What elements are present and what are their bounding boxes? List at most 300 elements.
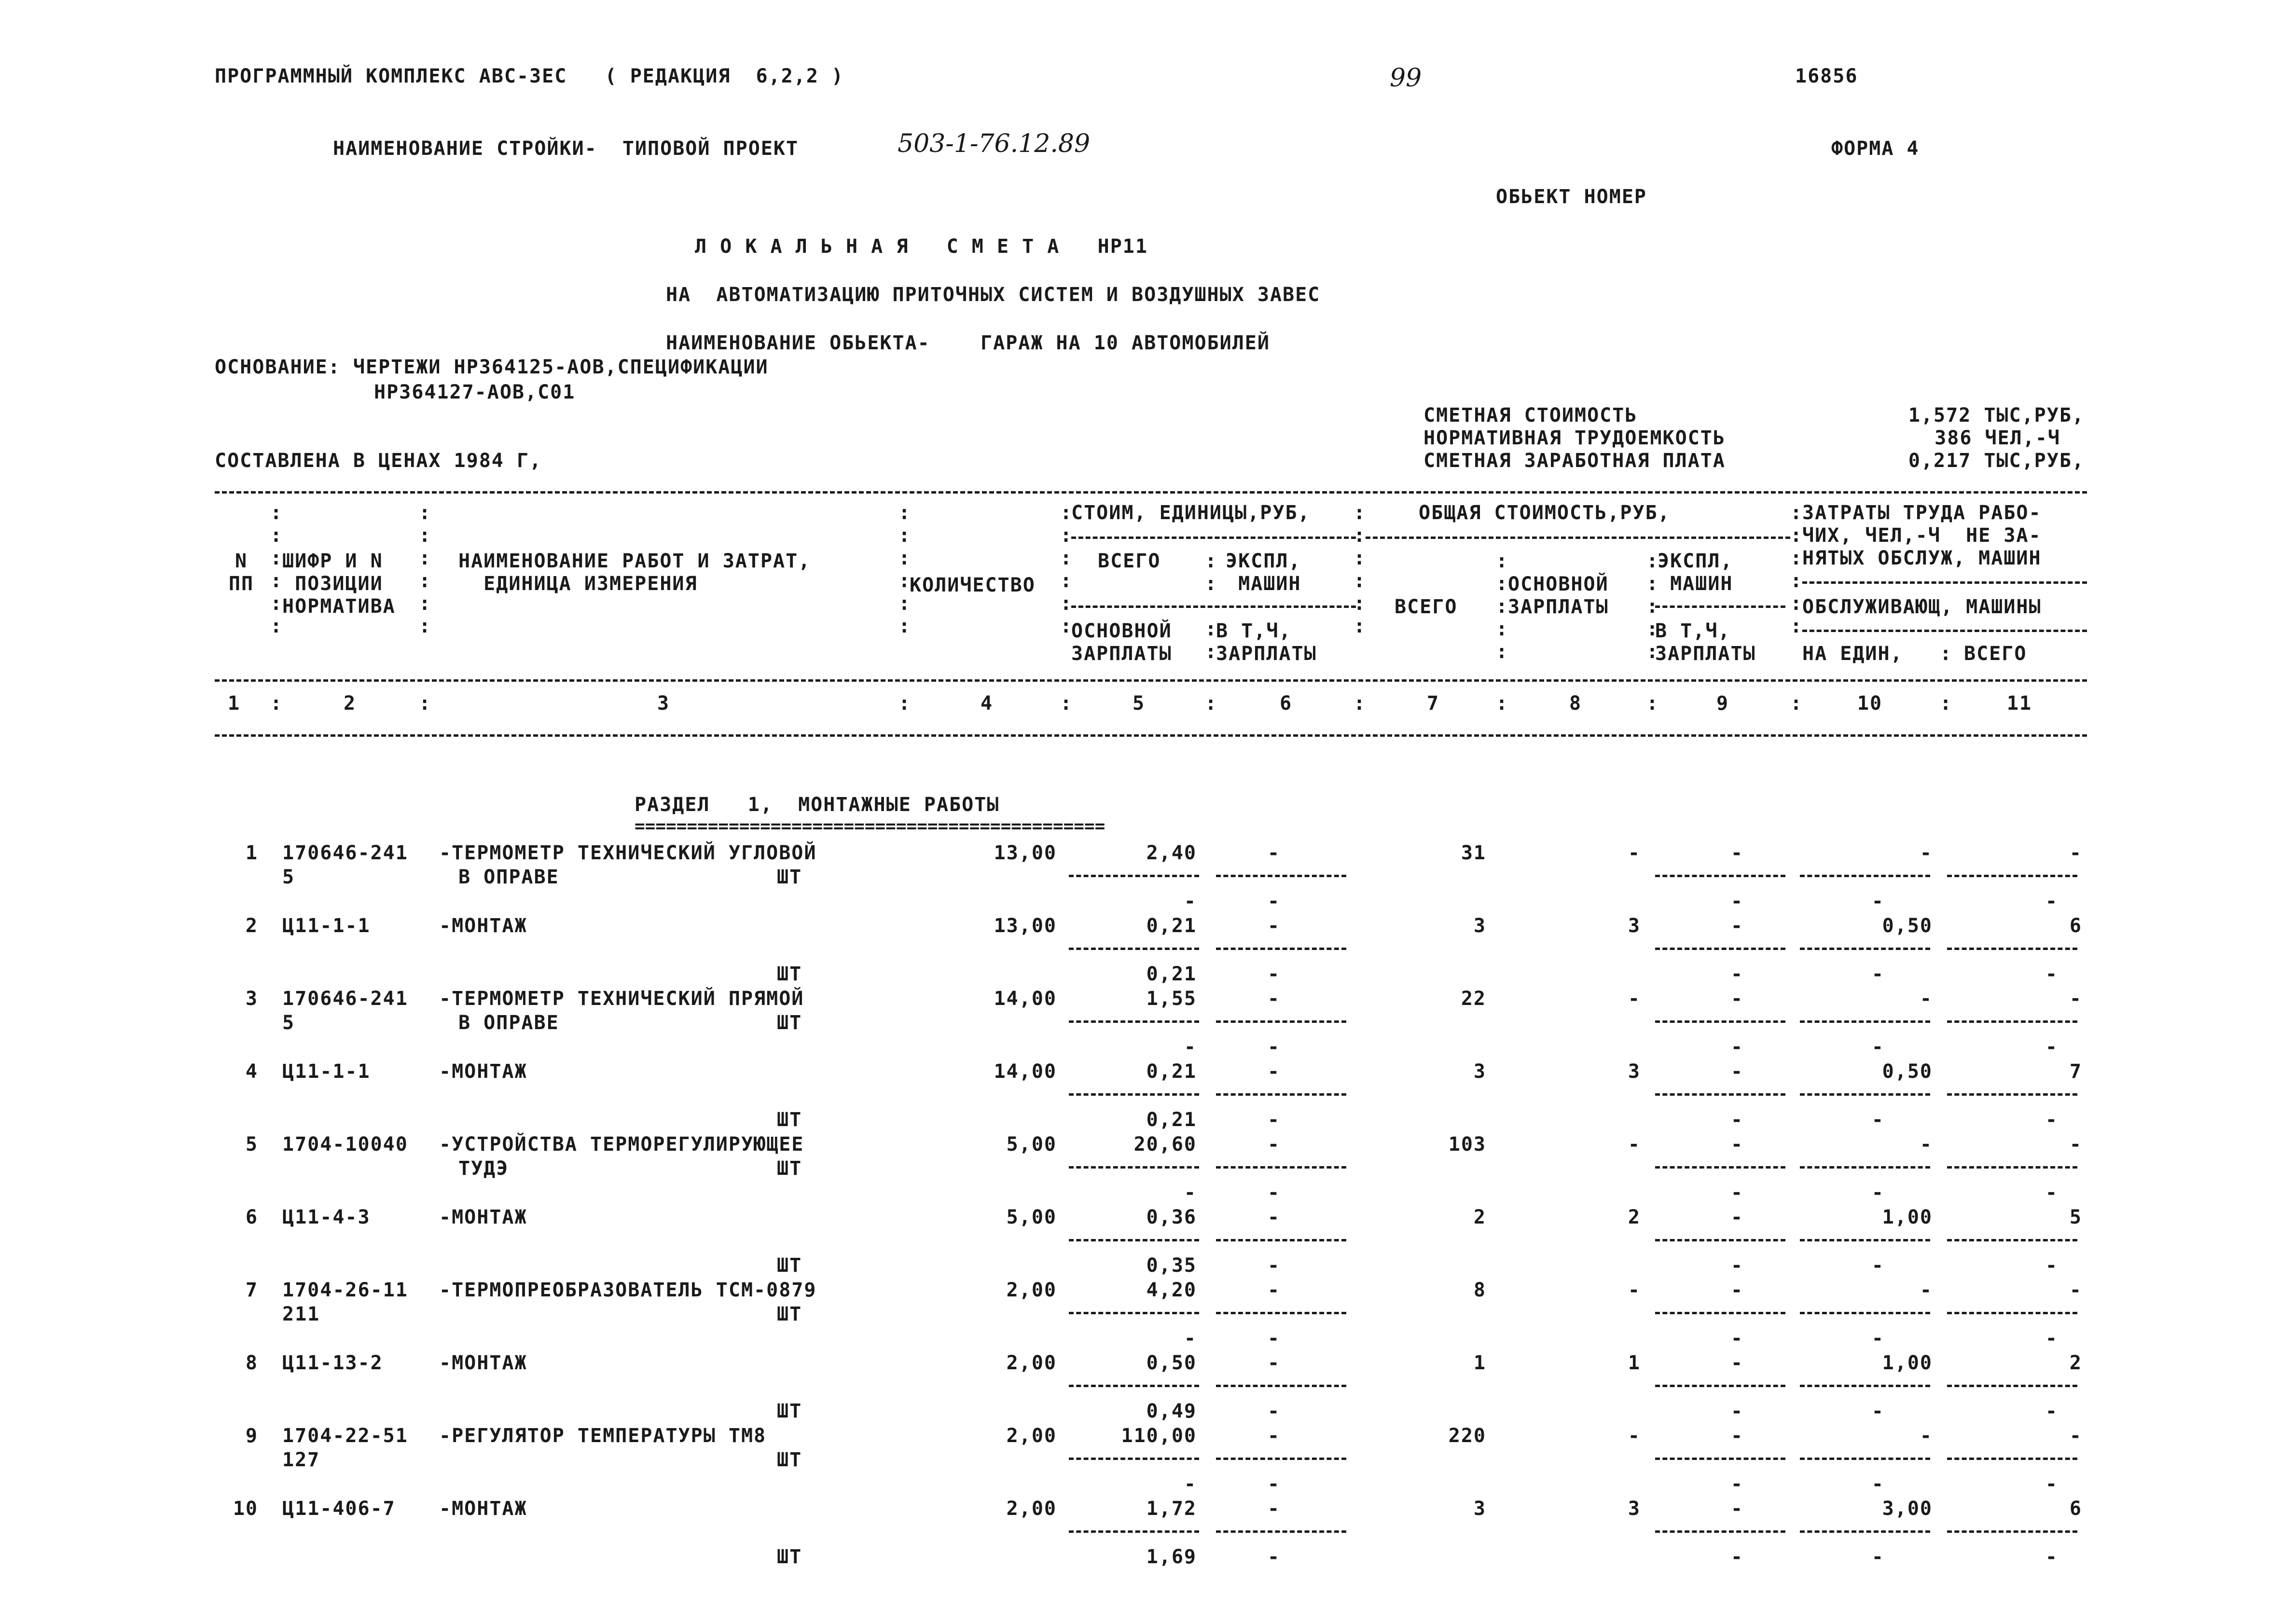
row-number: 7 [245, 1279, 258, 1301]
col-header-unit-cost: СТОИМ, ЕДИНИЦЫ,РУБ, [1071, 502, 1311, 524]
row-rule-c6 [1216, 1458, 1346, 1460]
col-number-8: 8 [1569, 692, 1582, 715]
row-unit: ШТ [777, 1303, 802, 1325]
row-total-machine-wage: - [1730, 1182, 1744, 1204]
sep-4: : : : : : : [1060, 502, 1073, 637]
row-total-cost: 8 [1473, 1279, 1486, 1301]
row-code: 170646-241 [282, 842, 408, 864]
sep-1: : : : : : : [270, 502, 283, 637]
row-unit-cost-total: 1,72 [1146, 1498, 1197, 1520]
row-rule-c5 [1069, 1530, 1199, 1533]
forma-label: ФОРМА 4 [1831, 138, 1920, 160]
col-number-7: 7 [1426, 692, 1440, 715]
row-rule-c11 [1947, 1166, 2077, 1169]
row-unit-cost-machine-wage: - [1267, 1546, 1281, 1568]
row-unit-cost-total: 0,21 [1146, 1060, 1197, 1083]
wage-label: СМЕТНАЯ ЗАРАБОТНАЯ ПЛАТА [1423, 450, 1726, 472]
row-rule-c9 [1655, 1385, 1785, 1387]
row-labor-total: 2 [2069, 1352, 2082, 1374]
row-rule-c10 [1800, 1312, 1930, 1314]
row-total-machine-wage: - [1730, 1036, 1744, 1058]
row-total-cost: 2 [1473, 1206, 1486, 1228]
row-rule-c11 [1947, 1458, 2077, 1460]
row-total-cost: 31 [1461, 842, 1486, 864]
row-rule-c10 [1800, 1166, 1930, 1169]
col-header-total-cost: ОБЩАЯ СТОИМОСТЬ,РУБ, [1419, 502, 1671, 524]
row-total-cost: 220 [1448, 1425, 1486, 1447]
row-total-cost: 3 [1473, 915, 1486, 937]
num-sep-9: : [1790, 692, 1803, 715]
row-labor-total: - [2069, 1133, 2082, 1156]
row-number: 4 [245, 1060, 258, 1083]
row-rule-c9 [1655, 948, 1785, 950]
row-total-wage: - [1628, 842, 1641, 864]
row-labor-unit-machines: - [1871, 1182, 1884, 1204]
col-header-11: ВСЕГО [1964, 643, 2027, 665]
sep-9: : : : : : : [1790, 502, 1803, 637]
row-rule-c6 [1216, 1312, 1346, 1314]
row-rule-c11 [1947, 1093, 2077, 1096]
row-labor-total: - [2069, 842, 2082, 864]
row-rule-c6 [1216, 1239, 1346, 1241]
row-rule-c11 [1947, 1020, 2077, 1023]
row-unit: ШТ [777, 1449, 802, 1471]
program-title: ПРОГРАММНЫЙ КОМПЛЕКС АВС-ЗЕС ( РЕДАКЦИЯ 6,2,2 ) [215, 65, 844, 87]
row-total-machines: - [1730, 1425, 1744, 1447]
row-code-cont: 5 [282, 866, 295, 888]
row-unit-cost-wage: - [1184, 1036, 1197, 1058]
row-unit-cost-total: 20,60 [1133, 1133, 1197, 1156]
row-rule-c6 [1216, 1530, 1346, 1533]
row-rule-c6 [1216, 948, 1346, 950]
col-header-labor: ЗАТРАТЫ ТРУДА РАБО- ЧИХ, ЧЕЛ,-Ч НЕ ЗА- НЯТЫХ ОБСЛУЖ, МАШИН [1802, 502, 2042, 569]
row-quantity: 5,00 [1006, 1206, 1057, 1228]
row-labor-total: - [2069, 988, 2082, 1010]
document-title: Л О К А Л Ь Н А Я С М Е Т А НР11 [695, 235, 1148, 258]
row-total-machine-wage: - [1730, 1400, 1744, 1422]
num-sep-4: : [1060, 692, 1073, 715]
row-labor-unit-machines: - [1871, 890, 1884, 912]
row-labor-unit: 1,00 [1882, 1206, 1933, 1228]
row-rule-c6 [1216, 1385, 1346, 1387]
row-unit-cost-wage: - [1184, 890, 1197, 912]
row-rule-c10 [1800, 1530, 1930, 1533]
col-header-5-bottom: ОСНОВНОЙ ЗАРПЛАТЫ [1071, 620, 1172, 665]
col-number-6: 6 [1279, 692, 1293, 715]
row-unit-cost-wage: 1,69 [1146, 1546, 1197, 1568]
row-rule-c10 [1800, 1093, 1930, 1096]
row-labor-unit-machines: - [1871, 1400, 1884, 1422]
col-header-2: ШИФР И N ПОЗИЦИИ НОРМАТИВА [282, 550, 396, 618]
row-rule-c10 [1800, 875, 1930, 877]
row-labor-unit: - [1920, 1425, 1933, 1447]
row-labor-total-machines: - [2045, 1036, 2058, 1058]
row-unit-cost-machines: - [1267, 1206, 1281, 1228]
row-labor-unit: 0,50 [1882, 915, 1933, 937]
row-name: -МОНТАЖ [439, 1060, 527, 1083]
col-number-2: 2 [343, 692, 357, 715]
row-unit-cost-total: 110,00 [1121, 1425, 1197, 1447]
labor-value: 386 ЧЕЛ,-Ч [1935, 427, 2060, 449]
sep-5: : : : : [1205, 550, 1218, 663]
row-labor-total: - [2069, 1425, 2082, 1447]
sep-3: : : : : : : [898, 502, 912, 637]
row-rule-c5 [1069, 1093, 1199, 1096]
row-number: 1 [245, 842, 258, 864]
row-unit: ШТ [777, 1546, 802, 1568]
row-code: Ц11-406-7 [282, 1498, 396, 1520]
rule-labor-sub [1802, 630, 2087, 632]
row-number: 10 [233, 1498, 258, 1520]
row-labor-total-machines: - [2045, 1327, 2058, 1349]
row-unit-cost-machine-wage: - [1267, 1473, 1281, 1495]
row-unit-cost-machines: - [1267, 1425, 1281, 1447]
row-name: -МОНТАЖ [439, 1498, 527, 1520]
row-unit-cost-machine-wage: - [1267, 1182, 1281, 1204]
section-title: РАЗДЕЛ 1, МОНТАЖНЫЕ РАБОТЫ [635, 794, 1000, 816]
row-rule-c5 [1069, 948, 1199, 950]
row-unit: ШТ [777, 1400, 802, 1422]
row-labor-total: - [2069, 1279, 2082, 1301]
row-total-wage: 2 [1628, 1206, 1641, 1228]
row-unit-cost-machines: - [1267, 1060, 1281, 1083]
row-code: Ц11-4-3 [282, 1206, 371, 1228]
row-labor-unit-machines: - [1871, 1036, 1884, 1058]
row-total-wage: 3 [1628, 1498, 1641, 1520]
col-header-9-top: ЭКСПЛ, МАШИН [1658, 550, 1733, 595]
rule-unit-cost-mid [1071, 606, 1356, 608]
num-sep-2: : [419, 692, 432, 715]
col-number-1: 1 [227, 692, 241, 715]
row-unit-cost-total: 2,40 [1146, 842, 1197, 864]
row-unit-cost-machines: - [1267, 842, 1281, 864]
sep-6: : : : : : : [1354, 502, 1367, 637]
row-number: 9 [245, 1425, 258, 1447]
row-total-machines: - [1730, 1279, 1744, 1301]
stroika-label: НАИМЕНОВАНИЕ СТРОЙКИ- ТИПОВОЙ ПРОЕКТ [333, 138, 799, 160]
row-total-wage: - [1628, 1425, 1641, 1447]
row-code: 1704-10040 [282, 1133, 408, 1156]
row-name: -ТЕРМОПРЕОБРАЗОВАТЕЛЬ ТСМ-0879 [439, 1279, 817, 1301]
row-total-wage: 3 [1628, 915, 1641, 937]
row-labor-unit-machines: - [1871, 1546, 1884, 1568]
row-number: 3 [245, 988, 258, 1010]
col-header-1: N ПП [228, 550, 254, 595]
row-code-cont: 5 [282, 1012, 295, 1034]
row-quantity: 14,00 [994, 1060, 1057, 1083]
col-header-10: НА ЕДИН, [1802, 643, 1903, 665]
row-quantity: 13,00 [994, 915, 1057, 937]
row-quantity: 2,00 [1006, 1352, 1057, 1374]
row-number: 6 [245, 1206, 258, 1228]
basis-line-1: ОСНОВАНИЕ: ЧЕРТЕЖИ НР364125-АОВ,СПЕЦИФИКАЦИИ [215, 356, 769, 378]
row-labor-unit-machines: - [1871, 1254, 1884, 1277]
row-rule-c5 [1069, 875, 1199, 877]
row-total-machines: - [1730, 842, 1744, 864]
row-total-machines: - [1730, 988, 1744, 1010]
header-top-rule [215, 491, 2087, 494]
row-labor-total-machines: - [2045, 1473, 2058, 1495]
row-unit-cost-machine-wage: - [1267, 963, 1281, 985]
labor-label: НОРМАТИВНАЯ ТРУДОЕМКОСТЬ [1423, 427, 1726, 449]
row-total-cost: 22 [1461, 988, 1486, 1010]
col-sep-10-11: : [1940, 643, 1953, 665]
col-header-8: ОСНОВНОЙ ЗАРПЛАТЫ [1508, 573, 1609, 618]
row-labor-total-machines: - [2045, 890, 2058, 912]
row-rule-c6 [1216, 1166, 1346, 1169]
row-total-machines: - [1730, 1060, 1744, 1083]
row-rule-c11 [1947, 1530, 2077, 1533]
row-number: 5 [245, 1133, 258, 1156]
row-quantity: 13,00 [994, 842, 1057, 864]
row-unit-cost-total: 1,55 [1146, 988, 1197, 1010]
num-sep-1: : [270, 692, 283, 715]
row-unit-cost-machine-wage: - [1267, 1327, 1281, 1349]
col-header-6-top: ЭКСПЛ, МАШИН [1226, 550, 1301, 595]
row-labor-unit-machines: - [1871, 963, 1884, 985]
rule-unit-cost [1071, 537, 1356, 539]
row-total-wage: - [1628, 1279, 1641, 1301]
row-rule-c9 [1655, 1312, 1785, 1314]
row-rule-c10 [1800, 1239, 1930, 1241]
object-number-label: ОБЬЕКТ НОМЕР [1496, 186, 1647, 208]
row-rule-c9 [1655, 1530, 1785, 1533]
row-total-cost: 3 [1473, 1498, 1486, 1520]
row-rule-c10 [1800, 1458, 1930, 1460]
row-unit-cost-total: 0,50 [1146, 1352, 1197, 1374]
row-code-cont: 211 [282, 1303, 320, 1325]
col-number-3: 3 [657, 692, 670, 715]
row-rule-c9 [1655, 1458, 1785, 1460]
row-quantity: 2,00 [1006, 1425, 1057, 1447]
row-labor-total-machines: - [2045, 1254, 2058, 1277]
row-total-cost: 1 [1473, 1352, 1486, 1374]
row-labor-total-machines: - [2045, 1546, 2058, 1568]
row-total-wage: - [1628, 1133, 1641, 1156]
row-number: 2 [245, 915, 258, 937]
row-total-wage: 3 [1628, 1060, 1641, 1083]
row-total-machine-wage: - [1730, 963, 1744, 985]
row-labor-unit: 1,00 [1882, 1352, 1933, 1374]
row-total-machine-wage: - [1730, 1109, 1744, 1131]
num-sep-10: : [1940, 692, 1953, 715]
col-header-3: НАИМЕНОВАНИЕ РАБОТ И ЗАТРАТ, ЕДИНИЦА ИЗМЕРЕНИЯ [458, 550, 811, 595]
row-rule-c11 [1947, 875, 2077, 877]
row-rule-c9 [1655, 1020, 1785, 1023]
row-unit-cost-machines: - [1267, 988, 1281, 1010]
row-unit-cost-machine-wage: - [1267, 1109, 1281, 1131]
row-labor-total-machines: - [2045, 1182, 2058, 1204]
row-unit-cost-wage: 0,21 [1146, 1109, 1197, 1131]
header-mid-rule [215, 679, 2087, 682]
row-unit-cost-machine-wage: - [1267, 1036, 1281, 1058]
num-sep-7: : [1496, 692, 1509, 715]
row-rule-c11 [1947, 948, 2077, 950]
rule-total-cost [1366, 537, 1790, 539]
row-total-machines: - [1730, 1133, 1744, 1156]
row-total-machine-wage: - [1730, 1327, 1744, 1349]
row-unit-cost-total: 0,36 [1146, 1206, 1197, 1228]
row-rule-c9 [1655, 1166, 1785, 1169]
row-name-cont: ТУДЭ [458, 1157, 509, 1180]
row-rule-c11 [1947, 1312, 2077, 1314]
row-total-machine-wage: - [1730, 890, 1744, 912]
row-rule-c11 [1947, 1385, 2077, 1387]
row-unit-cost-machine-wage: - [1267, 1400, 1281, 1422]
cost-label: СМЕТНАЯ СТОИМОСТЬ [1423, 404, 1638, 427]
row-labor-total: 6 [2069, 915, 2082, 937]
col-number-9: 9 [1716, 692, 1729, 715]
rule-labor [1802, 581, 2087, 584]
col-header-7: ВСЕГО [1395, 596, 1458, 618]
row-labor-unit-machines: - [1871, 1109, 1884, 1131]
row-rule-c5 [1069, 1385, 1199, 1387]
row-unit-cost-wage: 0,21 [1146, 963, 1197, 985]
row-quantity: 14,00 [994, 988, 1057, 1010]
row-code: Ц11-13-2 [282, 1352, 383, 1374]
row-total-machine-wage: - [1730, 1546, 1744, 1568]
row-unit-cost-machines: - [1267, 1279, 1281, 1301]
row-name: -МОНТАЖ [439, 1206, 527, 1228]
row-unit-cost-machines: - [1267, 1352, 1281, 1374]
row-rule-c5 [1069, 1020, 1199, 1023]
num-sep-8: : [1646, 692, 1659, 715]
project-number-handwritten: 503-1-76.12.89 [898, 129, 1091, 158]
header-bottom-rule [215, 734, 2087, 737]
sep-7: : : : : : [1496, 550, 1509, 663]
row-total-wage: - [1628, 988, 1641, 1010]
row-rule-c6 [1216, 1020, 1346, 1023]
row-unit: ШТ [777, 1012, 802, 1034]
row-name-cont: В ОПРАВЕ [458, 1012, 559, 1034]
row-total-cost: 3 [1473, 1060, 1486, 1083]
row-code: Ц11-1-1 [282, 915, 371, 937]
row-rule-c10 [1800, 948, 1930, 950]
row-rule-c5 [1069, 1312, 1199, 1314]
row-code-cont: 127 [282, 1449, 320, 1471]
row-rule-c9 [1655, 1239, 1785, 1241]
row-unit-cost-wage: - [1184, 1473, 1197, 1495]
row-total-machines: - [1730, 1498, 1744, 1520]
row-rule-c5 [1069, 1239, 1199, 1241]
wage-value: 0,217 ТЫС,РУБ, [1908, 450, 2085, 472]
row-quantity: 5,00 [1006, 1133, 1057, 1156]
row-rule-c9 [1655, 1093, 1785, 1096]
row-name-cont: В ОПРАВЕ [458, 866, 559, 888]
row-total-machines: - [1730, 915, 1744, 937]
col-header-9-bottom: В Т,Ч, ЗАРПЛАТЫ [1655, 620, 1756, 665]
row-labor-unit-machines: - [1871, 1473, 1884, 1495]
row-unit-cost-machines: - [1267, 915, 1281, 937]
row-unit: ШТ [777, 1157, 802, 1180]
row-labor-total-machines: - [2045, 1400, 2058, 1422]
row-unit: ШТ [777, 1254, 802, 1277]
col-header-labor-sub: ОБСЛУЖИВАЮЩ, МАШИНЫ [1802, 596, 2042, 618]
row-code: 170646-241 [282, 988, 408, 1010]
row-rule-c5 [1069, 1166, 1199, 1169]
row-quantity: 2,00 [1006, 1498, 1057, 1520]
row-labor-unit: - [1920, 988, 1933, 1010]
num-sep-5: : [1205, 692, 1218, 715]
row-labor-total: 6 [2069, 1498, 2082, 1520]
col-header-4: КОЛИЧЕСТВО [910, 574, 1036, 596]
num-sep-3: : [898, 692, 912, 715]
row-name: -УСТРОЙСТВА ТЕРМОРЕГУЛИРУЮЩЕЕ [439, 1133, 804, 1156]
row-unit-cost-machine-wage: - [1267, 1254, 1281, 1277]
row-number: 8 [245, 1352, 258, 1374]
row-code: 1704-22-51 [282, 1425, 408, 1447]
col-number-11: 11 [2006, 692, 2032, 715]
row-unit-cost-machines: - [1267, 1498, 1281, 1520]
row-unit-cost-wage: 0,35 [1146, 1254, 1197, 1277]
row-labor-unit: 0,50 [1882, 1060, 1933, 1083]
row-labor-total-machines: - [2045, 963, 2058, 985]
row-labor-unit: - [1920, 842, 1933, 864]
row-name: -РЕГУЛЯТОР ТЕМПЕРАТУРЫ ТМ8 [439, 1425, 767, 1447]
row-rule-c10 [1800, 1385, 1930, 1387]
section-underline: ============================================= [635, 816, 1105, 836]
row-rule-c6 [1216, 1093, 1346, 1096]
row-labor-unit-machines: - [1871, 1327, 1884, 1349]
row-unit: ШТ [777, 866, 802, 888]
row-quantity: 2,00 [1006, 1279, 1057, 1301]
basis-line-2: НР364127-АОВ,С01 [374, 381, 576, 403]
row-rule-c6 [1216, 875, 1346, 877]
row-rule-c9 [1655, 875, 1785, 877]
row-labor-total: 7 [2069, 1060, 2082, 1083]
object-name: НАИМЕНОВАНИЕ ОБЬЕКТА- ГАРАЖ НА 10 АВТОМОБИЛЕЙ [666, 332, 1270, 354]
row-unit-cost-wage: 0,49 [1146, 1400, 1197, 1422]
row-unit-cost-wage: - [1184, 1327, 1197, 1349]
col-number-5: 5 [1132, 692, 1146, 715]
row-total-cost: 103 [1448, 1133, 1486, 1156]
sep-2: : : : : : : [419, 502, 432, 637]
row-code: 1704-26-11 [282, 1279, 408, 1301]
row-total-machines: - [1730, 1206, 1744, 1228]
col-number-10: 10 [1857, 692, 1883, 715]
row-unit-cost-wage: - [1184, 1182, 1197, 1204]
rule-col9-mid [1655, 606, 1785, 608]
sep-8: : : : : : [1646, 550, 1659, 663]
row-total-machine-wage: - [1730, 1254, 1744, 1277]
row-code: Ц11-1-1 [282, 1060, 371, 1083]
row-total-machines: - [1730, 1352, 1744, 1374]
prices-basis: СОСТАВЛЕНА В ЦЕНАХ 1984 Г, [215, 450, 542, 472]
num-sep-6: : [1354, 692, 1367, 715]
row-unit-cost-total: 0,21 [1146, 915, 1197, 937]
row-name: -ТЕРМОМЕТР ТЕХНИЧЕСКИЙ ПРЯМОЙ [439, 988, 804, 1010]
row-rule-c10 [1800, 1020, 1930, 1023]
col-header-6-bottom: В Т,Ч, ЗАРПЛАТЫ [1216, 620, 1317, 665]
row-name: -МОНТАЖ [439, 915, 527, 937]
row-rule-c11 [1947, 1239, 2077, 1241]
row-unit-cost-total: 4,20 [1146, 1279, 1197, 1301]
row-labor-unit: - [1920, 1279, 1933, 1301]
row-name: -ТЕРМОМЕТР ТЕХНИЧЕСКИЙ УГЛОВОЙ [439, 842, 817, 864]
row-unit-cost-machine-wage: - [1267, 890, 1281, 912]
cost-value: 1,572 ТЫС,РУБ, [1908, 404, 2085, 427]
row-labor-unit: - [1920, 1133, 1933, 1156]
col-number-4: 4 [980, 692, 994, 715]
page-number-handwritten: 99 [1390, 64, 1422, 93]
row-labor-total: 5 [2069, 1206, 2082, 1228]
row-rule-c5 [1069, 1458, 1199, 1460]
row-labor-unit: 3,00 [1882, 1498, 1933, 1520]
row-total-wage: 1 [1628, 1352, 1641, 1374]
row-unit: ШТ [777, 963, 802, 985]
row-total-machine-wage: - [1730, 1473, 1744, 1495]
row-unit: ШТ [777, 1109, 802, 1131]
